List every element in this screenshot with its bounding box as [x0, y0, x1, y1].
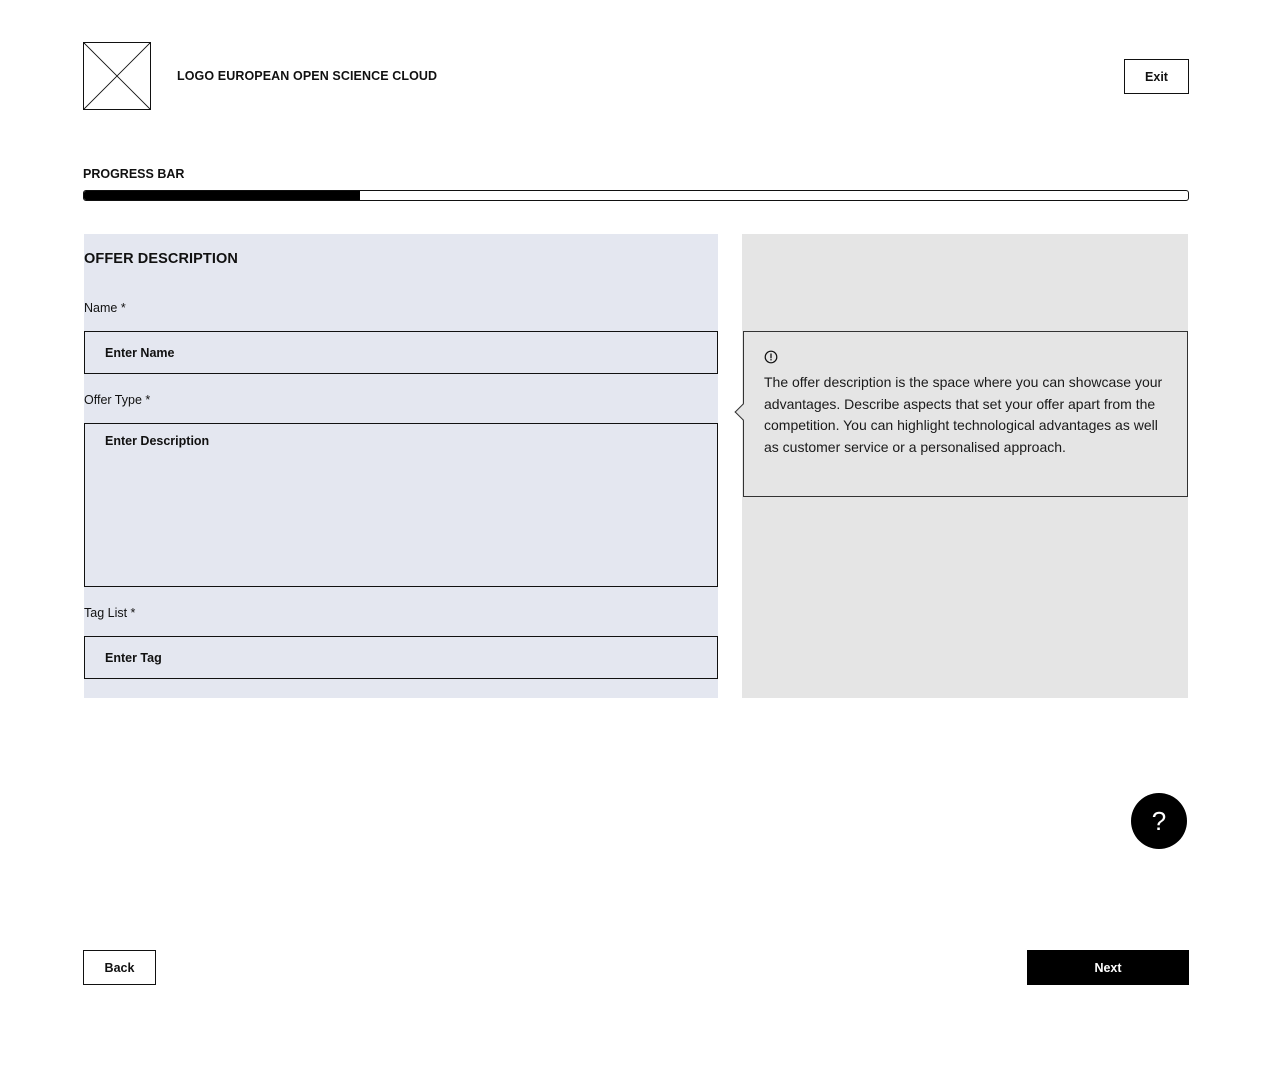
logo-text: LOGO EUROPEAN OPEN SCIENCE CLOUD	[177, 69, 438, 83]
next-button[interactable]: Next	[1027, 950, 1189, 985]
help-button[interactable]: ?	[1131, 793, 1187, 849]
name-input[interactable]	[84, 331, 718, 374]
progress-bar	[83, 190, 1189, 201]
help-text: The offer description is the space where you can showcase your advantages. Describe aspects that set your offer apart from the competition. You can highlight technological advantages as well as customer service or a personalised approach.	[764, 374, 1163, 455]
progress-label: PROGRESS BAR	[83, 167, 185, 181]
tooltip-arrow	[735, 404, 752, 421]
section-title: OFFER DESCRIPTION	[84, 251, 238, 267]
tag-list-label: Tag List *	[84, 606, 136, 620]
info-circle-icon	[764, 350, 778, 364]
logo-placeholder-icon	[83, 42, 151, 110]
help-panel	[742, 234, 1188, 698]
name-label: Name *	[84, 301, 126, 315]
offer-description-form	[84, 234, 718, 698]
progress-bar-fill	[84, 191, 360, 200]
exit-button[interactable]: Exit	[1124, 59, 1189, 94]
tag-input[interactable]	[84, 636, 718, 679]
offer-type-input[interactable]	[84, 423, 718, 587]
offer-type-label: Offer Type *	[84, 393, 151, 407]
back-button[interactable]: Back	[83, 950, 156, 985]
help-tooltip	[743, 331, 1188, 497]
